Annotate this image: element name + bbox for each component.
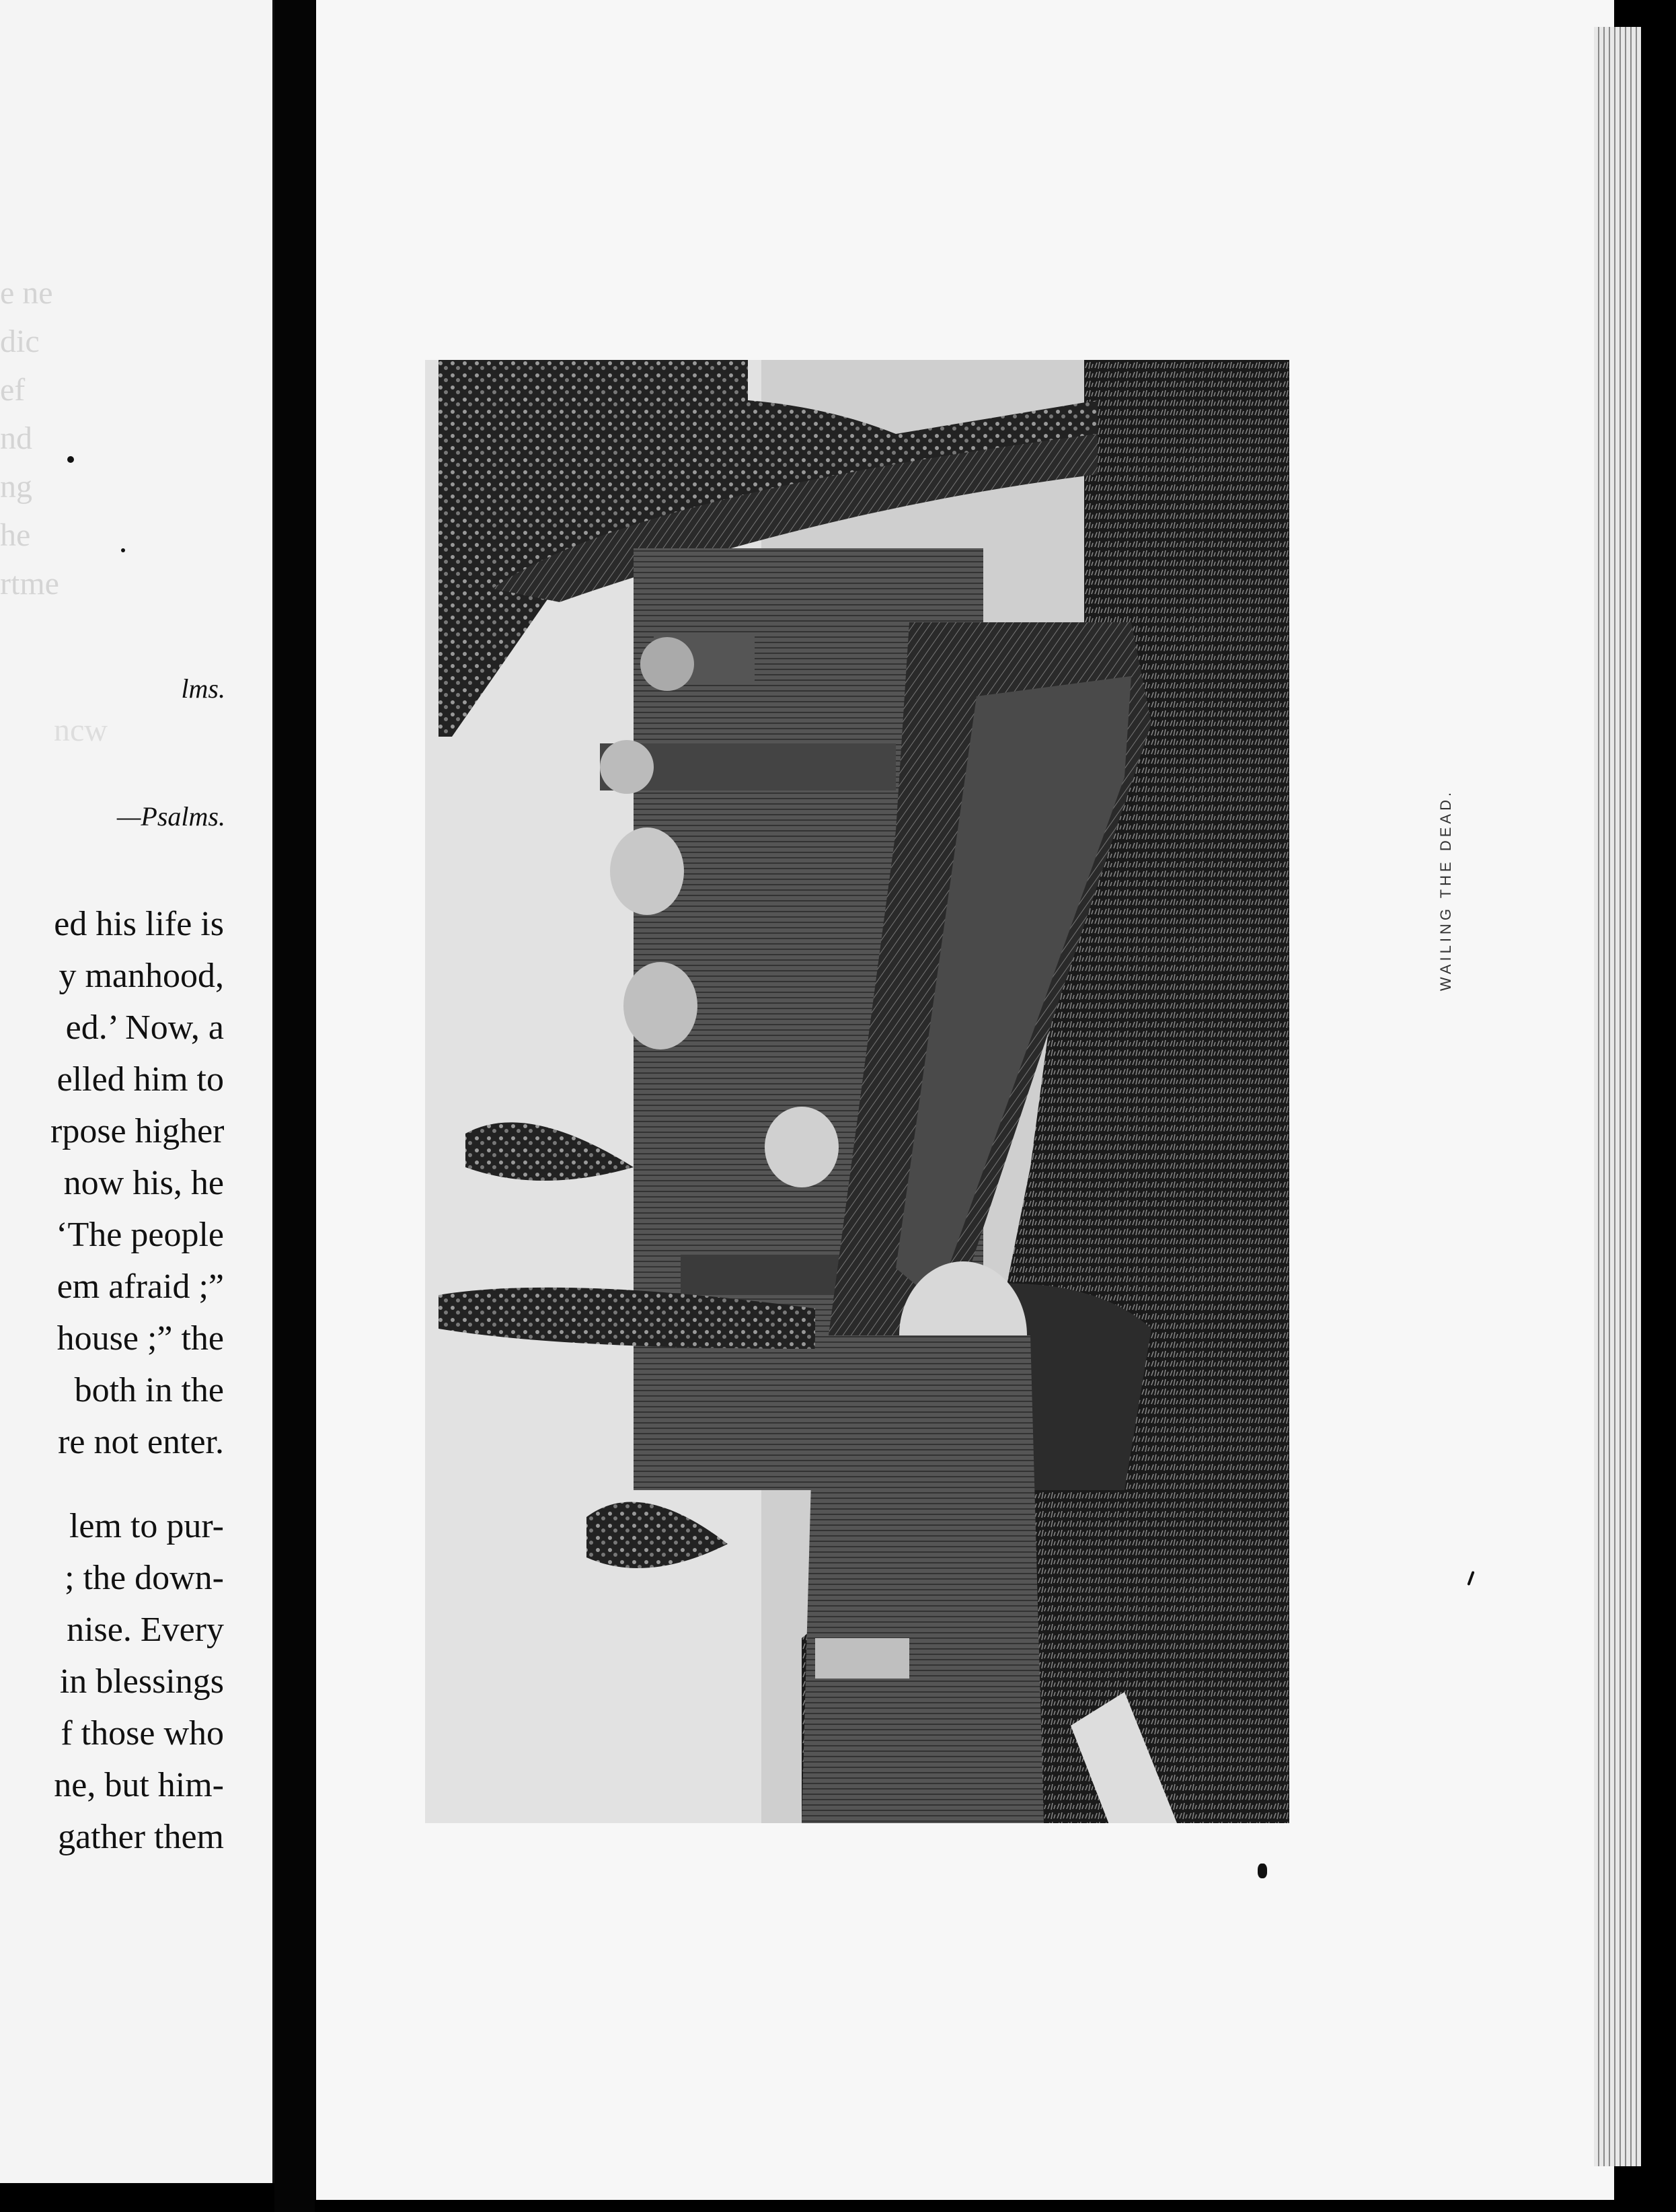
ink-speck <box>121 548 125 552</box>
text-line: em afraid ;” <box>56 1267 224 1306</box>
ink-speck <box>67 456 74 463</box>
book-gutter <box>274 0 315 2212</box>
psalm-citation: —Psalms. <box>116 801 225 832</box>
text-line: lem to pur- <box>69 1507 224 1545</box>
book-edge-shadow <box>1641 0 1676 2212</box>
faint-bleed-through-text <box>0 269 148 608</box>
faint-line: nd <box>0 420 32 456</box>
faint-line: he <box>0 517 31 553</box>
text-line: gather them <box>58 1818 224 1856</box>
text-line: re not enter. <box>58 1423 224 1461</box>
left-page <box>0 0 276 2183</box>
text-line: both in the <box>74 1371 224 1409</box>
text-line: rpose higher <box>50 1112 225 1150</box>
text-line: f those who <box>61 1714 224 1753</box>
text-line: house ;” the <box>56 1319 224 1358</box>
page-edges <box>1594 27 1641 2166</box>
graveyard-engraving-icon <box>425 360 1289 1823</box>
text-line: ‘The people <box>56 1216 224 1254</box>
faint-line: dic <box>0 324 40 359</box>
faint-line: e ne <box>0 275 53 311</box>
faint-line: ef <box>0 372 26 408</box>
text-line: elled him to <box>56 1060 224 1099</box>
text-line: in blessings <box>59 1662 224 1701</box>
paragraph <box>50 1500 272 1863</box>
text-line: ; the down- <box>65 1559 224 1597</box>
text-line: ne, but him- <box>54 1766 224 1804</box>
text-line: nise. Every <box>67 1611 224 1649</box>
text-line: ed his life is <box>54 905 224 943</box>
faint-line: ncw <box>54 712 108 748</box>
paragraph <box>50 898 272 1468</box>
engraving-illustration <box>425 360 1289 1823</box>
text-line: ed.’ Now, a <box>65 1008 224 1047</box>
ink-speck <box>1258 1864 1267 1878</box>
faint-line: rtme <box>0 566 59 601</box>
ink-speck <box>1467 1571 1474 1586</box>
text-line: y manhood, <box>59 957 224 995</box>
psalm-citation: lms. <box>181 673 225 704</box>
faint-line: ng <box>0 469 32 505</box>
illustration-caption: WAILING THE DEAD. <box>1437 788 1454 992</box>
right-page <box>316 0 1614 2200</box>
text-line: now his, he <box>63 1164 224 1202</box>
